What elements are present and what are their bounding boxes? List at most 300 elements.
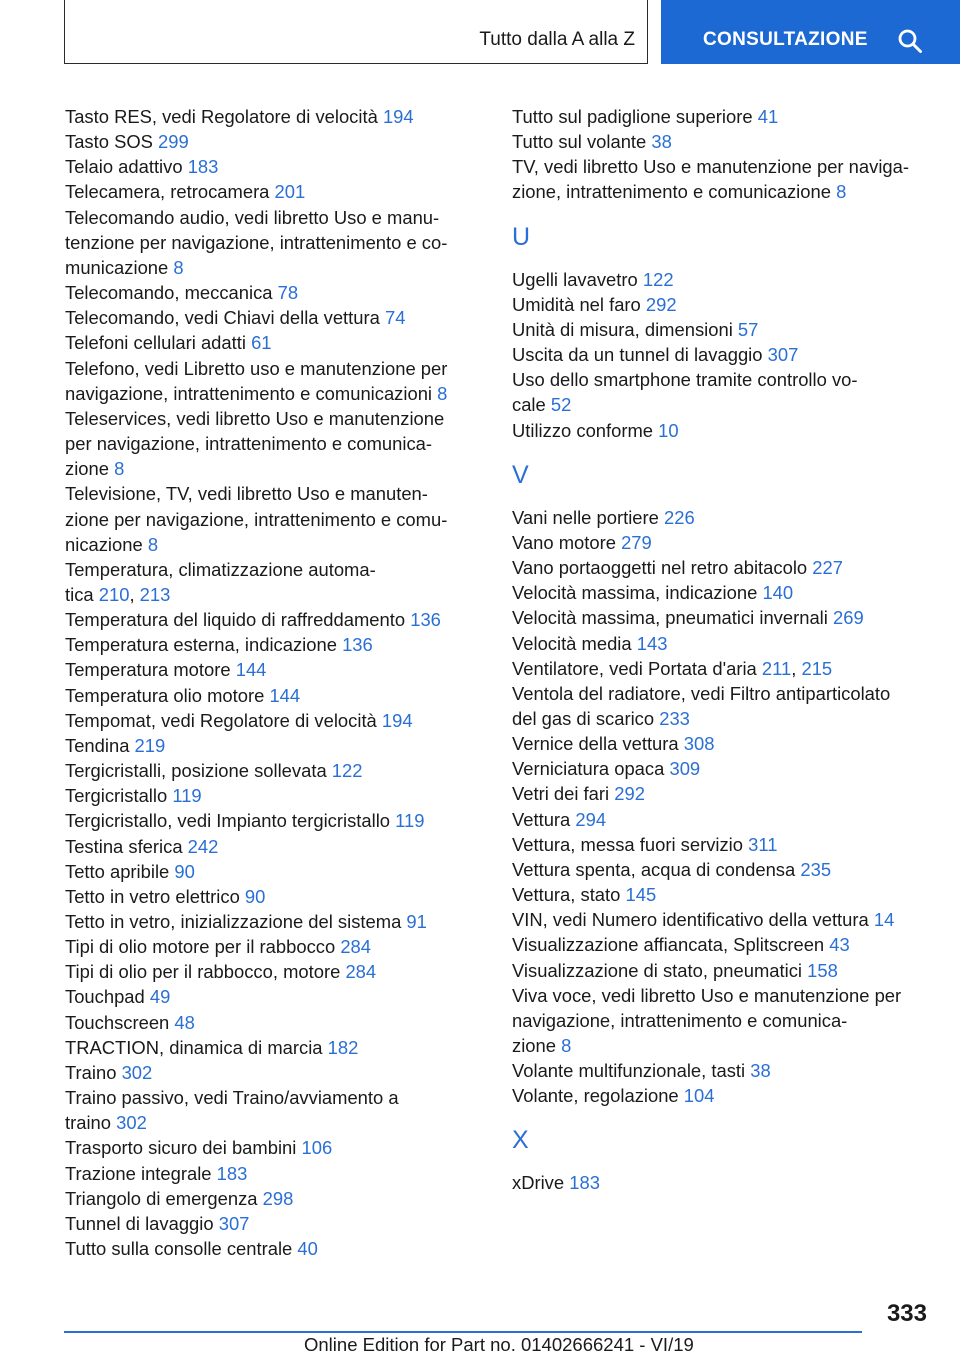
page-link[interactable]: 158	[807, 959, 838, 981]
page-link[interactable]: 235	[800, 858, 832, 880]
index-entry-text	[65, 230, 475, 255]
index-entry-line: Vano portaoggetti nel retro abitacolo	[512, 557, 808, 579]
index-entry-text	[65, 431, 475, 456]
index-entry	[65, 1060, 475, 1085]
index-entry	[512, 605, 932, 630]
page-link[interactable]: 269	[832, 607, 864, 629]
page-link[interactable]: 106	[301, 1137, 333, 1159]
footer-divider	[64, 1331, 862, 1333]
page-link[interactable]: 49	[149, 986, 171, 1008]
index-entry-text	[65, 532, 475, 557]
index-entry	[65, 758, 475, 783]
index-entry-text	[65, 205, 475, 230]
index-entry	[512, 756, 932, 781]
page-link[interactable]: 183	[187, 156, 219, 178]
index-entry-text	[512, 367, 932, 392]
index-entry-text	[65, 104, 475, 129]
index-entry	[512, 781, 932, 806]
index-entry-text	[65, 557, 475, 582]
index-entry-line: navigazione, intrattenimento e comunica-	[512, 1009, 848, 1031]
page-link[interactable]: 57	[737, 318, 759, 340]
index-entry-text	[512, 342, 932, 367]
index-entry-line: Unità di misura, dimensioni	[512, 318, 733, 340]
index-entry-text	[512, 932, 932, 957]
index-entry-line: zione per navigazione, intrattenimento e comu-	[65, 508, 448, 530]
index-entry	[512, 317, 932, 342]
index-entry-text	[512, 317, 932, 342]
index-entry	[65, 1010, 475, 1035]
index-entry	[65, 1186, 475, 1211]
page-link[interactable]: 119	[172, 785, 202, 807]
index-entry	[65, 607, 475, 632]
page-link[interactable]: 38	[651, 131, 672, 153]
page-link[interactable]: 136	[342, 634, 373, 656]
index-entry	[512, 1058, 932, 1083]
index-entry-line: Viva voce, vedi libretto Uso e manutenzione per	[512, 984, 902, 1006]
page-link[interactable]: 194	[381, 709, 413, 731]
index-entry-line: Tergicristallo, vedi Impianto tergicristallo	[65, 810, 391, 832]
index-entry-line: Vetri dei fari	[512, 783, 610, 805]
page-link[interactable]: 78	[277, 282, 299, 304]
index-entry-line: Velocità massima, pneumatici invernali	[512, 607, 828, 629]
index-entry-line: Ventilatore, vedi Portata d'aria	[512, 657, 757, 679]
index-entry-text	[65, 129, 475, 154]
page-link[interactable]: 8	[173, 256, 184, 278]
index-entry-line: Utilizzo conforme	[512, 419, 654, 441]
index-entry-line: Tipi di olio per il rabbocco, motore	[65, 961, 341, 983]
index-entry	[512, 857, 932, 882]
page-link[interactable]: 302	[121, 1061, 153, 1083]
page-link[interactable]: 104	[683, 1085, 715, 1107]
index-entry	[65, 909, 475, 934]
index-entry-line: Vettura	[512, 808, 571, 830]
index-entry-text	[512, 1058, 932, 1083]
index-entry-line: Temperatura motore	[65, 659, 231, 681]
index-entry-line: Vettura, stato	[512, 884, 621, 906]
page-link[interactable]: 40	[297, 1238, 318, 1260]
index-entry-line: Vettura, messa fuori servizio	[512, 833, 743, 855]
index-entry	[65, 834, 475, 859]
index-entry-line: Telefoni cellulari adatti	[65, 332, 246, 354]
index-entry	[512, 983, 932, 1058]
index-entry-text	[65, 909, 475, 934]
breadcrumb[interactable]: Tutto dalla A alla Z	[479, 29, 635, 50]
index-entry-text	[65, 280, 475, 305]
index-entry	[512, 555, 932, 580]
page-link[interactable]: 145	[625, 884, 657, 906]
index-entry-text	[65, 330, 475, 355]
page-link[interactable]: 144	[269, 684, 301, 706]
index-entry-text	[65, 758, 475, 783]
index-entry-line: Testina sferica	[65, 835, 183, 857]
index-entry	[512, 367, 932, 417]
search-icon[interactable]	[897, 28, 923, 54]
index-entry	[65, 129, 475, 154]
page-link[interactable]: 309	[669, 758, 701, 780]
index-entry	[65, 959, 475, 984]
index-entry-text	[512, 505, 932, 530]
index-entry-line: municazione	[65, 256, 169, 278]
index-entry-text	[65, 1211, 475, 1236]
index-entry-line: xDrive	[512, 1172, 565, 1194]
index-entry-line: zione	[65, 458, 109, 480]
index-entry-line: tenzione per navigazione, intrattenimento e co-	[65, 231, 448, 253]
footer-edition: Online Edition for Part no. 01402666241 - VI/19	[304, 1334, 694, 1355]
index-entry-line: Temperatura olio motore	[65, 684, 265, 706]
index-entry-text	[65, 255, 475, 280]
page-link[interactable]: 213	[139, 583, 171, 605]
page-link[interactable]: 74	[384, 307, 406, 329]
page-link[interactable]: 211	[761, 657, 792, 679]
index-entry-text	[65, 481, 475, 506]
index-entry-text	[65, 1035, 475, 1060]
page-link[interactable]: 41	[757, 106, 779, 127]
index-column-left	[65, 104, 475, 1261]
index-entry-text	[512, 1170, 932, 1195]
page-link[interactable]: 284	[345, 961, 377, 983]
index-entry-text	[512, 706, 932, 731]
index-entry	[65, 1161, 475, 1186]
index-entry-text	[65, 632, 475, 657]
page-link[interactable]: 279	[621, 531, 652, 553]
page-link[interactable]: 143	[636, 632, 668, 654]
index-entry-text	[65, 1236, 475, 1261]
index-entry	[512, 681, 932, 731]
index-entry	[512, 1083, 932, 1108]
index-entry-text	[512, 104, 932, 129]
page-link[interactable]: 8	[437, 382, 448, 404]
index-entry-text: tica 210, 213	[65, 583, 171, 605]
index-entry-line: Visualizzazione affiancata, Splitscreen	[512, 934, 825, 956]
index-entry	[512, 631, 932, 656]
index-entry	[512, 154, 932, 204]
index-entry-text	[512, 958, 932, 983]
index-entry	[65, 1035, 475, 1060]
page-link[interactable]: 219	[134, 734, 166, 756]
page-link[interactable]: 194	[382, 106, 414, 127]
page-link[interactable]: 183	[216, 1162, 248, 1184]
index-entry-text	[65, 1161, 475, 1186]
index-entry-line: Televisione, TV, vedi libretto Uso e manuten-	[65, 483, 428, 505]
page-link[interactable]: 226	[664, 506, 695, 528]
index-entry	[65, 356, 475, 406]
page-link[interactable]: 302	[116, 1112, 147, 1134]
index-entry-text	[512, 530, 932, 555]
index-entry	[512, 932, 932, 957]
page-link[interactable]: 43	[829, 934, 850, 956]
index-entry-text	[512, 418, 932, 443]
index-entry-line: TV, vedi libretto Uso e manutenzione per naviga-	[512, 156, 909, 178]
page-link[interactable]: 122	[331, 760, 363, 782]
index-entry-text	[65, 1010, 475, 1035]
index-entry	[65, 708, 475, 733]
index-entry-text	[65, 1186, 475, 1211]
index-entry-text	[65, 607, 475, 632]
index-entry-line: Ventola del radiatore, vedi Filtro antiparticolato	[512, 682, 891, 704]
page-link[interactable]: 292	[645, 293, 677, 315]
index-entry-line: Traino	[65, 1061, 117, 1083]
index-entry	[512, 656, 932, 681]
index-entry	[65, 406, 475, 481]
index-entry-line: Tetto apribile	[65, 860, 170, 882]
index-entry-text	[65, 884, 475, 909]
index-entry	[512, 292, 932, 317]
index-entry-text	[512, 179, 932, 204]
index-entry	[65, 657, 475, 682]
index-entry	[65, 305, 475, 330]
page-link[interactable]: 308	[683, 733, 715, 755]
index-entry-line: cale	[512, 394, 546, 416]
page-number: 333	[886, 1300, 927, 1327]
index-entry-line: Temperatura del liquido di raffreddamento	[65, 609, 406, 631]
index-entry-line: Vettura spenta, acqua di condensa	[512, 858, 796, 880]
index-entry-line: traino	[65, 1112, 112, 1134]
index-entry-line: Trazione integrale	[65, 1162, 212, 1184]
page-link[interactable]: 122	[642, 268, 674, 290]
index-entry-text	[65, 834, 475, 859]
page-link[interactable]: 61	[251, 332, 272, 354]
index-entry-text	[512, 1008, 932, 1033]
index-entry-line: VIN, vedi Numero identificativo della vettura	[512, 909, 869, 931]
index-entry	[65, 104, 475, 129]
index-entry-text	[65, 356, 475, 381]
index-column-right	[512, 104, 932, 1196]
page-link[interactable]: 294	[575, 808, 607, 830]
index-entry-text	[65, 1085, 475, 1110]
index-entry-line: Telecamera, retrocamera	[65, 181, 270, 203]
index-entry	[65, 481, 475, 556]
index-entry-text	[65, 984, 475, 1009]
index-entry-line: Tunnel di lavaggio	[65, 1212, 214, 1234]
page-link[interactable]: 299	[158, 131, 189, 153]
index-entry-text	[65, 859, 475, 884]
index-entry-line: Velocità media	[512, 632, 632, 654]
index-entry-text	[65, 507, 475, 532]
index-entry-line: Tutto sul padiglione superiore	[512, 106, 753, 127]
index-entry-line: Umidità nel faro	[512, 293, 641, 315]
index-entry	[65, 280, 475, 305]
page-link[interactable]: 140	[762, 582, 794, 604]
page-link[interactable]: 90	[174, 860, 195, 882]
index-entry-line: Traino passivo, vedi Traino/avviamento a	[65, 1087, 399, 1109]
index-entry-text	[512, 392, 932, 417]
page-link[interactable]: 210	[98, 583, 130, 605]
index-entry-line: tica	[65, 583, 94, 605]
index-entry	[512, 129, 932, 154]
index-entry-line: zione	[512, 1035, 556, 1056]
page-link[interactable]: 10	[658, 419, 679, 441]
page-link[interactable]: 8	[836, 181, 847, 203]
index-entry-line: Tasto RES, vedi Regolatore di velocità	[65, 106, 378, 127]
index-entry-text	[512, 267, 932, 292]
index-entry-line: Tasto SOS	[65, 131, 153, 153]
index-entry-text	[512, 292, 932, 317]
index-entry-line: Volante multifunzionale, tasti	[512, 1060, 746, 1082]
index-entry	[512, 342, 932, 367]
index-entry-text	[65, 381, 475, 406]
page-link[interactable]: 91	[406, 911, 427, 932]
page-link[interactable]: 8	[114, 458, 125, 480]
index-entry-text	[65, 708, 475, 733]
index-entry-text	[65, 179, 475, 204]
index-entry-text	[512, 555, 932, 580]
index-entry-line: per navigazione, intrattenimento e comunica-	[65, 433, 432, 455]
page-link[interactable]: 90	[244, 885, 266, 907]
index-entry	[65, 154, 475, 179]
page-link[interactable]: 201	[274, 181, 306, 203]
index-entry-line: Tutto sul volante	[512, 131, 647, 153]
index-entry-line: Tipi di olio motore per il rabbocco	[65, 936, 336, 958]
index-entry	[65, 1135, 475, 1160]
index-entry	[512, 104, 932, 129]
index-entry	[512, 832, 932, 857]
index-entry-line: Temperatura, climatizzazione automa-	[65, 558, 376, 580]
index-entry-text	[65, 1135, 475, 1160]
index-entry-line: Telefono, vedi Libretto uso e manutenzione per	[65, 357, 448, 379]
index-entry-line: Ugelli lavavetro	[512, 268, 638, 290]
index-entry-text	[65, 657, 475, 682]
index-entry-text	[512, 781, 932, 806]
index-entry-text	[65, 683, 475, 708]
page-link[interactable]: 48	[174, 1011, 195, 1033]
index-entry-text	[512, 129, 932, 154]
index-entry	[65, 557, 475, 607]
index-entry-text	[512, 832, 932, 857]
index-entry-line: Tendina	[65, 734, 130, 756]
index-entry-line: Trasporto sicuro dei bambini	[65, 1137, 297, 1159]
index-entry-line: Vernice della vettura	[512, 733, 679, 755]
index-entry	[512, 882, 932, 907]
index-entry	[65, 330, 475, 355]
index-entry-line: del gas di scarico	[512, 707, 655, 729]
index-entry-text	[512, 1033, 932, 1058]
index-entry-line: nicazione	[65, 533, 143, 555]
index-entry-text	[512, 756, 932, 781]
tab-consultazione-label: CONSULTAZIONE	[703, 29, 868, 50]
index-entry-line: navigazione, intrattenimento e comunicazioni	[65, 382, 433, 404]
index-entry	[65, 859, 475, 884]
index-entry-line: Tergicristalli, posizione sollevata	[65, 760, 327, 782]
index-entry-text	[512, 907, 932, 932]
page-link[interactable]: 14	[873, 909, 895, 931]
index-entry-line: Tutto sulla consolle centrale	[65, 1238, 293, 1260]
index-entry	[512, 807, 932, 832]
index-entry	[65, 783, 475, 808]
page-link[interactable]: 307	[218, 1212, 250, 1234]
page-link[interactable]: 182	[327, 1036, 359, 1058]
index-entry-line: Touchscreen	[65, 1011, 170, 1033]
index-entry-text	[512, 983, 932, 1008]
index-entry-line: Tergicristallo	[65, 785, 168, 807]
index-entry-line: Uscita da un tunnel di lavaggio	[512, 344, 763, 366]
index-entry-line: Telecomando audio, vedi libretto Uso e manu-	[65, 206, 440, 228]
index-entry-line: Telecomando, meccanica	[65, 282, 273, 304]
page-link[interactable]: 38	[750, 1060, 771, 1082]
index-entry-line: Tetto in vetro elettrico	[65, 885, 240, 907]
index-entry	[65, 733, 475, 758]
index-entry	[512, 1170, 932, 1195]
index-entry-line: Teleservices, vedi libretto Uso e manutenzione	[65, 407, 445, 429]
index-letter-heading: V	[512, 460, 529, 489]
index-entry	[65, 205, 475, 280]
index-entry-line: Touchpad	[65, 986, 145, 1008]
page-link[interactable]: 183	[569, 1172, 600, 1194]
index-entry-line: zione, intrattenimento e comunicazione	[512, 181, 831, 203]
index-entry	[65, 179, 475, 204]
index-entry-line: Temperatura esterna, indicazione	[65, 634, 337, 656]
index-entry	[65, 1085, 475, 1135]
index-entry	[65, 984, 475, 1009]
index-entry-line: Velocità massima, indicazione	[512, 582, 758, 604]
index-entry	[65, 934, 475, 959]
page-link[interactable]: 292	[614, 783, 645, 805]
index-entry-text	[512, 1083, 932, 1108]
index-entry-line: Vano motore	[512, 531, 616, 553]
index-letter-heading: X	[512, 1126, 529, 1155]
index-entry-line: Tetto in vetro, inizializzazione del sistema	[65, 911, 402, 932]
page-link[interactable]: 119	[395, 810, 425, 832]
index-entry	[512, 580, 932, 605]
tab-consultazione[interactable]	[661, 0, 960, 64]
page-link[interactable]: 298	[262, 1187, 294, 1209]
index-entry-text	[65, 733, 475, 758]
index-letter-heading: U	[512, 222, 531, 251]
index-entry-text	[65, 456, 475, 481]
index-entry-line: TRACTION, dinamica di marcia	[65, 1036, 323, 1058]
page-link[interactable]: 144	[235, 659, 267, 681]
index-entry-text	[512, 580, 932, 605]
index-entry-text	[65, 1060, 475, 1085]
page-link[interactable]: 136	[410, 609, 441, 631]
index-entry-text	[65, 1110, 475, 1135]
index-entry-line: Tempomat, vedi Regolatore di velocità	[65, 709, 377, 731]
page-link[interactable]: 52	[550, 394, 572, 416]
index-entry	[512, 530, 932, 555]
page-link[interactable]: 227	[812, 557, 843, 579]
page-link[interactable]: 215	[801, 657, 833, 679]
index-entry	[512, 505, 932, 530]
page-link[interactable]: 242	[187, 835, 219, 857]
index-entry	[512, 958, 932, 983]
index-entry	[512, 418, 932, 443]
page-link[interactable]: 233	[659, 707, 690, 729]
index-entry-text	[65, 934, 475, 959]
page-link[interactable]: 284	[340, 936, 372, 958]
index-entry	[65, 632, 475, 657]
index-entry-text	[512, 681, 932, 706]
index-entry	[512, 907, 932, 932]
page-link[interactable]: 311	[748, 833, 778, 855]
index-entry-text	[512, 605, 932, 630]
index-entry	[65, 884, 475, 909]
index-entry	[512, 731, 932, 756]
page-link[interactable]: 8	[561, 1035, 572, 1056]
index-entry-text	[512, 882, 932, 907]
index-entry-line: Visualizzazione di stato, pneumatici	[512, 959, 802, 981]
index-entry-line: Volante, regolazione	[512, 1085, 679, 1107]
header-breadcrumb-box	[64, 0, 648, 64]
index-entry-text	[65, 154, 475, 179]
page-link[interactable]: 307	[767, 344, 799, 366]
page-link[interactable]: 8	[147, 533, 159, 555]
index-entry-text	[512, 631, 932, 656]
index-entry-text	[512, 731, 932, 756]
index-entry-line: Triangolo di emergenza	[65, 1187, 258, 1209]
index-entry-text	[65, 305, 475, 330]
index-entry-text: Ventilatore, vedi Portata d'aria 211, 215	[512, 657, 833, 679]
index-entry-line: Verniciatura opaca	[512, 758, 665, 780]
index-entry-line: Telecomando, vedi Chiavi della vettura	[65, 307, 380, 329]
